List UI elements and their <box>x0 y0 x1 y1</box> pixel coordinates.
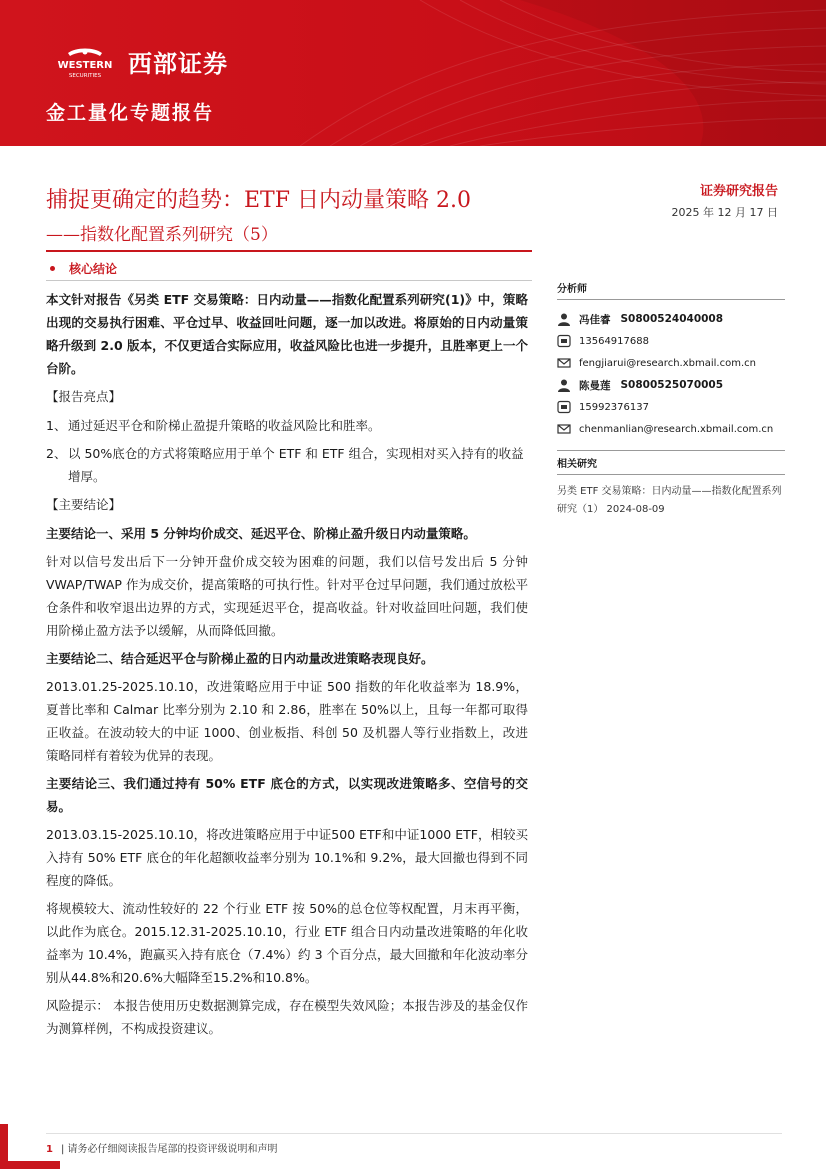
company-logo <box>46 44 228 79</box>
footer-notice: 请务必仔细阅读报告尾部的投资评级说明和声明 <box>67 1144 278 1155</box>
sidebar <box>557 280 785 519</box>
company-name: 西部证券 <box>128 50 228 78</box>
bullet-icon <box>50 266 55 271</box>
analyst-row <box>557 308 785 330</box>
page-subtitle: ——指数化配置系列研究（5） <box>46 225 278 245</box>
related-research[interactable]: 另类 ETF 交易策略：日内动量——指数化配置系列研究（1） 2024-08-09 <box>557 486 782 515</box>
doc-date: 2025 年 12 月 17 日 <box>671 206 778 219</box>
analyst-code: S0800524040008 <box>620 313 724 325</box>
analyst-email[interactable]: fengjiarui@research.xbmail.com.cn <box>579 357 756 369</box>
highlight-text: 以 50%底仓的方式将策略应用于单个 ETF 和 ETF 组合，实现相对买入持有的收益增厚。 <box>68 446 524 484</box>
person-icon <box>557 312 571 326</box>
conclusion-3-text-2: 将规模较大、流动性较好的 22 个行业 ETF 按 50%的总仓位等权配置，月末再平衡，以此作为底仓。2015.12.31-2025.10.10，行业 ETF 组合日内动量改进策略的年化收益率为 10.4%，跑赢买入持有底仓（7.4%）约 3 个百分点，最大回撤和年化波动率分别从44.8%和20.6%大幅降至15.2%和10.8%。 <box>46 901 528 985</box>
conclusion-1-text: 针对以信号发出后下一分钟开盘价成交较为困难的问题，我们以信号发出后 5 分钟 VWAP/TWAP 作为成交价，提高策略的可执行性。针对平仓过早问题，我们通过放松平仓条件和收窄退出边界的方式，实现延迟平仓，提高收益。针对收益回吐问题，我们使用阶梯止盈方法予以缓解，从而降低回撤。 <box>46 554 528 638</box>
highlight-text: 通过延迟平仓和阶梯止盈提升策略的收益风险比和胜率。 <box>68 418 381 433</box>
risk-notice: 风险提示： 本报告使用历史数据测算完成，存在模型失效风险；本报告涉及的基金仅作为测算样例，不构成投资建议。 <box>46 998 528 1036</box>
report-series: 金工量化专题报告 <box>46 102 215 124</box>
footer-divider <box>46 1133 782 1134</box>
conclusion-3-text-1: 2013.03.15-2025.10.10，将改进策略应用于中证500 ETF和中证1000 ETF，相较买入持有 50% ETF 底仓的年化超额收益率分别为 10.1%和 9.2%，最大回撤也得到不同程度的降低。 <box>46 827 528 888</box>
page-number: 1 <box>46 1144 53 1155</box>
highlight-num: 1、 <box>46 418 67 433</box>
conclusion-3-title: 主要结论三、我们通过持有 50% ETF 底仓的方式，以实现改进策略多、空信号的交易。 <box>46 776 528 814</box>
logo-en-sub-text: SECURITIES <box>68 72 102 79</box>
logo-en-text: WESTERN <box>57 59 113 71</box>
conclusions-label: 【主要结论】 <box>46 497 122 512</box>
footer-separator: | <box>60 1144 68 1155</box>
email-icon <box>557 356 571 370</box>
analyst-email-row[interactable] <box>557 352 785 374</box>
analyst-phone-row <box>557 330 785 352</box>
main-content <box>46 288 528 1045</box>
analyst-phone: 15992376137 <box>579 401 649 413</box>
analyst-row <box>557 374 785 396</box>
analyst-code: S0800525070005 <box>620 379 724 391</box>
western-logo-mark <box>46 45 124 79</box>
highlights-label: 【报告亮点】 <box>46 389 122 404</box>
page-title: 捕捉更确定的趋势：ETF 日内动量策略 2.0 <box>46 188 471 213</box>
phone-icon <box>557 400 571 414</box>
highlight-num: 2、 <box>46 446 67 461</box>
related-heading: 相关研究 <box>557 450 785 475</box>
email-icon <box>557 422 571 436</box>
intro-paragraph: 本文针对报告《另类 ETF 交易策略：日内动量——指数化配置系列研究(1)》中，策略出现的交易执行困难、平仓过早、收益回吐问题，逐一加以改进。将原始的日内动量策略升级到 2.0 版本，不仅更适合实际应用，收益风险比也进一步提升，且胜率更上一个台阶。 <box>46 292 528 376</box>
phone-icon <box>557 334 571 348</box>
person-icon <box>557 378 571 392</box>
analyst-name: 冯佳睿 <box>579 313 611 326</box>
core-divider <box>46 280 532 281</box>
analyst-email[interactable]: chenmanlian@research.xbmail.com.cn <box>579 423 774 435</box>
analyst-phone: 13564917688 <box>579 335 649 347</box>
footer <box>46 1140 278 1155</box>
analyst-name: 陈曼莲 <box>579 379 611 392</box>
header-banner <box>0 0 826 146</box>
core-heading <box>46 260 117 277</box>
analyst-phone-row <box>557 396 785 418</box>
doc-type: 证券研究报告 <box>699 184 778 199</box>
core-heading-text: 核心结论 <box>69 262 118 276</box>
analyst-email-row[interactable] <box>557 418 785 440</box>
corner-accent <box>0 1161 60 1169</box>
highlight-item <box>46 442 528 488</box>
conclusion-2-title: 主要结论二、结合延迟平仓与阶梯止盈的日内动量改进策略表现良好。 <box>46 651 434 666</box>
conclusion-1-title: 主要结论一、采用 5 分钟均价成交、延迟平仓、阶梯止盈升级日内动量策略。 <box>46 526 476 541</box>
title-divider <box>46 250 532 252</box>
conclusion-2-text: 2013.01.25-2025.10.10，改进策略应用于中证 500 指数的年化收益率为 18.9%，夏普比率和 Calmar 比率分别为 2.10 和 2.86，胜率在 50%以上，且每一年都可取得正收益。在波动较大的中证 1000、创业板指、科创 50 及机器人等行业指数上，改进策略同样有着较为优异的表现。 <box>46 679 528 763</box>
analysts-heading: 分析师 <box>557 280 785 300</box>
highlight-item <box>46 414 528 437</box>
